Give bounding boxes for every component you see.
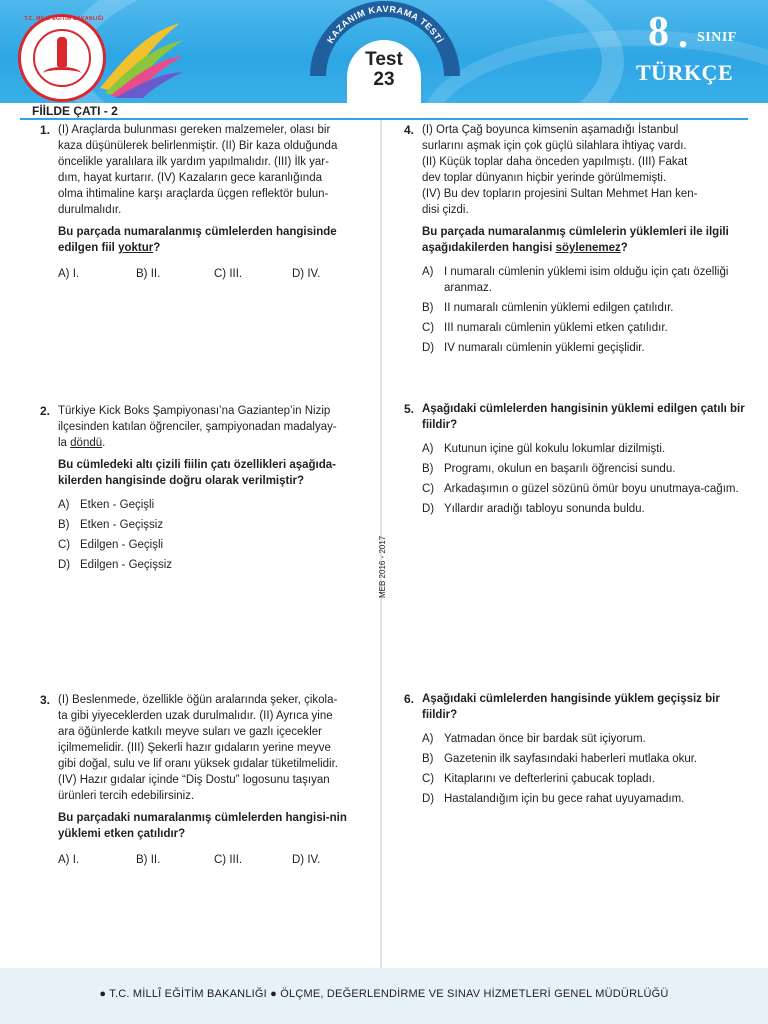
option-d[interactable]: D) IV.	[292, 268, 321, 280]
question-text-line: (II) Küçük toplar daha önceden yapılmıştı. (III) Fakat	[422, 156, 688, 168]
question-prompt: Bu parçadaki numaralanmış cümlelerden hangisi-nin yüklemi etken çatılıdır?	[58, 812, 347, 840]
option-a[interactable]: A) I numaralı cümlenin yüklemi isim olduğu için çatı özelliği aranmaz.	[422, 266, 729, 294]
options	[422, 731, 752, 807]
option-b[interactable]: B) Programı, okulun en başarılı öğrencisi sundu.	[422, 463, 676, 475]
question-text-line: ürünleri tercih edebilirsiniz.	[58, 790, 195, 802]
logo-text: T.C. MİLLÎ EĞİTİM BAKANLIĞI	[24, 16, 104, 22]
question-prompt: Aşağıdaki cümlelerden hangisinde yüklem geçişsiz bir fiildir?	[422, 693, 720, 721]
badge-arc-label: KAZANIM KAVRAMA TESTİ	[325, 3, 446, 45]
colored-ribbons-graphic	[95, 18, 185, 98]
grade-dot: .	[678, 11, 688, 56]
question-number: 2.	[40, 404, 51, 418]
question-number: 1.	[40, 123, 51, 137]
question-2	[22, 403, 374, 577]
option-d[interactable]: D) IV numaralı cümlenin yüklemi geçişlidir.	[422, 342, 645, 354]
question-6	[386, 691, 752, 811]
side-tag	[372, 530, 390, 600]
footer-text: ● T.C. MİLLÎ EĞİTİM BAKANLIĞI ● ÖLÇME, DEĞERLENDİRME VE SINAV HİZMETLERİ GENEL MÜDÜRLÜĞÜ	[99, 988, 669, 1000]
question-text-line: içilmemelidir. (III) Şekerli hazır gıdaların yerine meyve	[58, 742, 331, 754]
question-text-line: kaza düşünülerek belirlenmiştir. (II) Bir kaza olduğunda	[58, 140, 338, 152]
svg-text:KAZANIM KAVRAMA TESTİ	[325, 4, 445, 45]
question-text-line: durulmalıdır.	[58, 204, 122, 216]
question-prompt: Bu cümledeki altı çizili fiilin çatı özellikleri aşağıda-kilerden hangisinde doğru olarak verilmiştir?	[58, 459, 337, 487]
question-prompt: Bu parçada numaralanmış cümlelerin yüklemleri ile ilgili aşağıdakilerden hangisi söylenemez?	[422, 226, 729, 254]
question-text-line: (I) Araçlarda bulunması gereken malzemeler, olası bir	[58, 124, 331, 136]
options	[58, 497, 374, 573]
option-d[interactable]: D) Edilgen - Geçişsiz	[58, 559, 173, 571]
options	[58, 852, 374, 868]
test-number: 23	[373, 69, 395, 90]
option-a[interactable]: A) Kutunun içine gül kokulu lokumlar dizilmişti.	[422, 443, 666, 455]
question-number: 6.	[404, 692, 415, 706]
option-c[interactable]: C) Edilgen - Geçişli	[58, 539, 164, 551]
grade-number: 8	[648, 9, 669, 55]
option-a[interactable]: A) I.	[58, 268, 80, 280]
subject-title: TÜRKÇE	[636, 60, 734, 85]
options	[58, 266, 374, 282]
question-text-line: olma ihtimaline karşı araçlarda üçgen reflektör bulun-	[58, 188, 329, 200]
option-a[interactable]: A) I.	[58, 854, 80, 866]
test-word: Test	[365, 49, 403, 70]
question-text-line: Türkiye Kick Boks Şampiyonası’na Gaziantep’in Nizip	[58, 405, 331, 417]
question-1	[22, 122, 374, 282]
option-d[interactable]: D) Yıllardır aradığı tabloyu sonunda buldu.	[422, 503, 645, 515]
option-c[interactable]: C) Arkadaşımın o güzel sözünü ömür boyu unutmaya-cağım.	[422, 483, 739, 495]
question-text-line: ta gibi yiyeceklerden uzak durulmalıdır. (II) Ayrıca yine	[58, 710, 333, 722]
question-prompt: Bu parçada numaralanmış cümlelerden hangisinde edilgen fiil yoktur?	[58, 226, 337, 254]
question-text-line: dım, hayat kurtarır. (IV) Kazaların gece karanlığında	[58, 172, 322, 184]
options	[422, 264, 752, 356]
question-4	[386, 122, 752, 360]
option-a[interactable]: A) Yatmadan önce bir bardak süt içiyorum.	[422, 733, 646, 745]
option-a[interactable]: A) Etken - Geçişli	[58, 499, 155, 511]
option-b[interactable]: B) II numaralı cümlenin yüklemi edilgen çatılıdır.	[422, 302, 674, 314]
option-c[interactable]: C) III numaralı cümlenin yüklemi etken çatılıdır.	[422, 322, 668, 334]
section-title: FİİLDE ÇATI - 2	[32, 104, 118, 118]
question-number: 4.	[404, 123, 415, 137]
option-b[interactable]: B) Etken - Geçişsiz	[58, 519, 164, 531]
question-text-line: dev toplar dünyanın hiçbir yerinde görülmemişti.	[422, 172, 667, 184]
grade-word: SINIF	[697, 30, 737, 45]
question-text-line: ilçesinden katılan öğrenciler, şampiyonadan madalyay-	[58, 421, 337, 433]
question-number: 5.	[404, 402, 415, 416]
underlined-verb: döndü	[70, 437, 103, 449]
question-5	[386, 401, 752, 521]
ministry-logo	[18, 14, 106, 102]
option-b[interactable]: B) Gazetenin ilk sayfasındaki haberleri mutlaka okur.	[422, 753, 698, 765]
option-b[interactable]: B) II.	[136, 854, 161, 866]
question-text-line: öncelikle yaralılara ilk yardım yapılmalıdır. (III) İlk yar-	[58, 156, 329, 168]
underlined-word: söylenemez	[555, 242, 621, 254]
question-3	[22, 692, 374, 868]
option-b[interactable]: B) II.	[136, 268, 161, 280]
underlined-word: yoktur	[118, 242, 154, 254]
question-text-line: gibi doğal, sulu ve lif oranı yüksek gıdalar tüketilmelidir.	[58, 758, 338, 770]
question-text-line: (IV) Bu dev topların projesini Sultan Mehmet Han ken-	[422, 188, 698, 200]
test-badge	[347, 40, 421, 104]
option-d[interactable]: D) IV.	[292, 854, 321, 866]
options	[422, 441, 752, 517]
option-d[interactable]: D) Hastalandığım için bu gece rahat uyuyamadım.	[422, 793, 685, 805]
question-text-line: (I) Orta Çağ boyunca kimsenin aşamadığı İstanbul	[422, 124, 679, 136]
option-c[interactable]: C) III.	[214, 854, 243, 866]
question-prompt: Aşağıdaki cümlelerden hangisinin yüklemi edilgen çatılı bir fiildir?	[422, 403, 745, 431]
section-divider	[20, 118, 748, 120]
option-c[interactable]: C) Kitaplarını ve defterlerini çabucak topladı.	[422, 773, 655, 785]
question-text-line: ara öğünlerde katkılı meyve suları ve gazlı içecekler	[58, 726, 322, 738]
side-tag-text: MEB 2016 - 2017	[378, 535, 387, 598]
question-text-line: disi çizdi.	[422, 204, 469, 216]
question-number: 3.	[40, 693, 51, 707]
question-text-line: surlarını aşmak için çok güçlü silahlara ihtiyaç vardı.	[422, 140, 687, 152]
question-text-line: (I) Beslenmede, özellikle öğün aralarında şeker, çikola-	[58, 694, 338, 706]
question-text-line: (IV) Hazır gıdalar içinde “Diş Dostu” logosunu taşıyan	[58, 774, 330, 786]
option-c[interactable]: C) III.	[214, 268, 243, 280]
question-text-line: la döndü.	[58, 437, 106, 449]
